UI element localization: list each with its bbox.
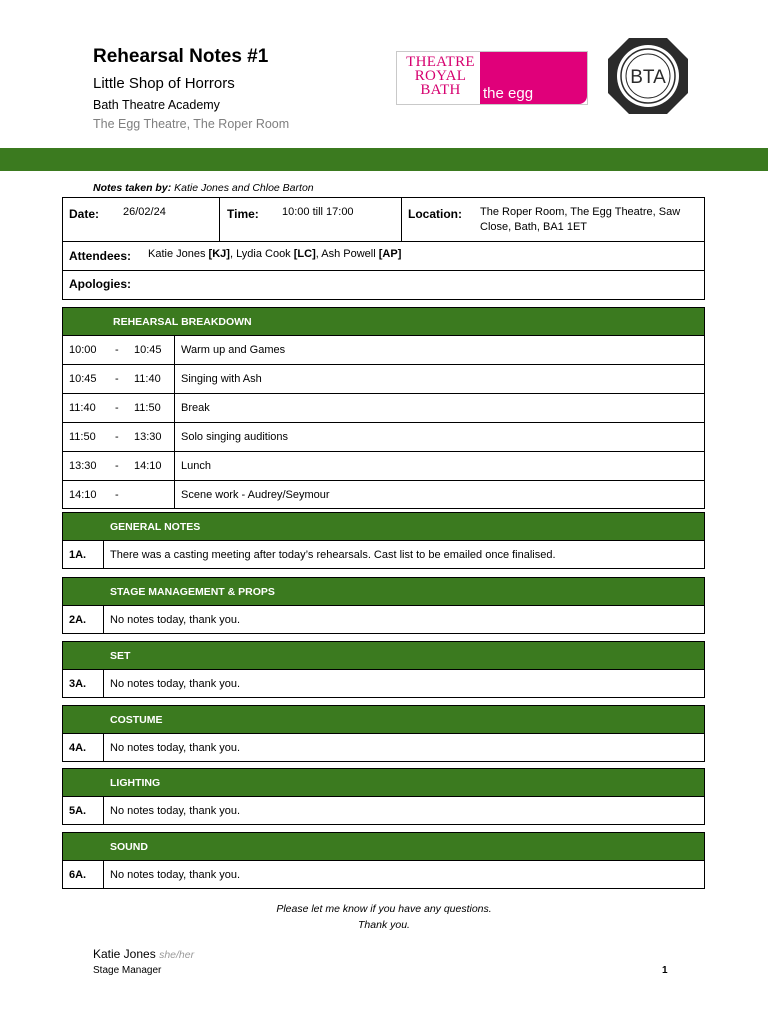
start-time: 10:45 [69,373,97,385]
date-value: 26/02/24 [123,206,166,218]
time-dash: - [115,431,119,443]
end-time: 11:50 [134,402,161,414]
signature-role: Stage Manager [93,965,162,976]
location-label: Location: [408,207,462,221]
pronouns: she/her [159,949,195,961]
time-label: Time: [227,207,259,221]
breakdown-row [63,452,704,481]
note-number: 6A. [69,868,87,881]
breakdown-heading: REHEARSAL BREAKDOWN [63,308,704,336]
activity: Singing with Ash [181,373,262,385]
note-text: No notes today, thank you. [110,804,241,817]
page-number: 1 [662,965,668,976]
start-time: 13:30 [69,460,97,472]
rehearsal-breakdown-table [62,307,705,509]
notes-section [62,768,705,825]
note-number: 2A. [69,613,87,626]
section-heading: STAGE MANAGEMENT & PROPS [63,578,704,606]
time-dash: - [115,373,119,385]
closing-line-2: Thank you. [358,919,410,931]
end-time: 10:45 [134,344,162,356]
activity: Warm up and Games [181,344,286,356]
breakdown-row [63,336,704,365]
note-text: No notes today, thank you. [110,613,241,626]
breakdown-row [63,423,704,452]
date-label: Date: [69,207,100,221]
end-time: 14:10 [134,460,162,472]
note-text: No notes today, thank you. [110,677,241,690]
section-heading: SOUND [63,833,704,861]
note-number: 4A. [69,741,87,754]
start-time: 11:40 [69,402,96,414]
attendees-label: Attendees: [69,249,132,263]
signature-name: Katie Jones she/her [93,947,195,961]
notes-section [62,512,705,569]
note-number: 3A. [69,677,87,690]
apologies-label: Apologies: [69,277,131,291]
end-time: 13:30 [134,431,162,443]
notes-section [62,705,705,762]
green-divider-bar [0,148,768,171]
activity: Scene work - Audrey/Seymour [181,488,330,501]
note-text: There was a casting meeting after today’s rehearsals. Cast list to be emailed once finalised. [110,548,556,561]
end-time: 11:40 [134,373,161,385]
closing-line-1: Please let me know if you have any questions. [276,903,492,915]
time-dash: - [115,488,119,501]
bta-logo [607,37,689,115]
activity: Break [181,402,210,414]
organisation-name: Bath Theatre Academy [93,98,220,112]
section-heading: COSTUME [63,706,704,734]
time-dash: - [115,460,119,472]
theatre-royal-bath-logo: THEATRE ROYAL BATH the egg [396,51,588,105]
breakdown-row [63,365,704,394]
note-row [63,541,704,568]
notes-section [62,832,705,889]
svg-text:BTA: BTA [630,67,666,88]
note-text: No notes today, thank you. [110,868,241,881]
notes-section [62,577,705,634]
time-value: 10:00 till 17:00 [282,206,354,218]
start-time: 14:10 [69,488,97,501]
time-dash: - [115,344,119,356]
start-time: 10:00 [69,344,97,356]
note-row [63,670,704,697]
venue-name: The Egg Theatre, The Roper Room [93,117,290,131]
note-text: No notes today, thank you. [110,741,241,754]
section-heading: SET [63,642,704,670]
note-row [63,606,704,633]
note-number: 5A. [69,804,87,817]
notes-section [62,641,705,698]
activity: Solo singing auditions [181,431,289,443]
show-title: Little Shop of Horrors [93,75,235,92]
activity: Lunch [181,460,211,472]
note-number: 1A. [69,548,87,561]
breakdown-row [63,481,704,508]
start-time: 11:50 [69,431,96,443]
breakdown-row [63,394,704,423]
note-row [63,797,704,824]
info-table [62,197,705,300]
document-title: Rehearsal Notes #1 [93,46,269,67]
section-heading: LIGHTING [63,769,704,797]
time-dash: - [115,402,119,414]
notes-taken-by: Notes taken by: Katie Jones and Chloe Barton [93,182,314,194]
attendees-value: Katie Jones [KJ], Lydia Cook [LC], Ash Powell [AP] [148,248,402,260]
note-row [63,861,704,888]
section-heading: GENERAL NOTES [63,513,704,541]
note-row [63,734,704,761]
location-value: The Roper Room, The Egg Theatre, Saw Close, Bath, BA1 1ET [480,206,681,233]
